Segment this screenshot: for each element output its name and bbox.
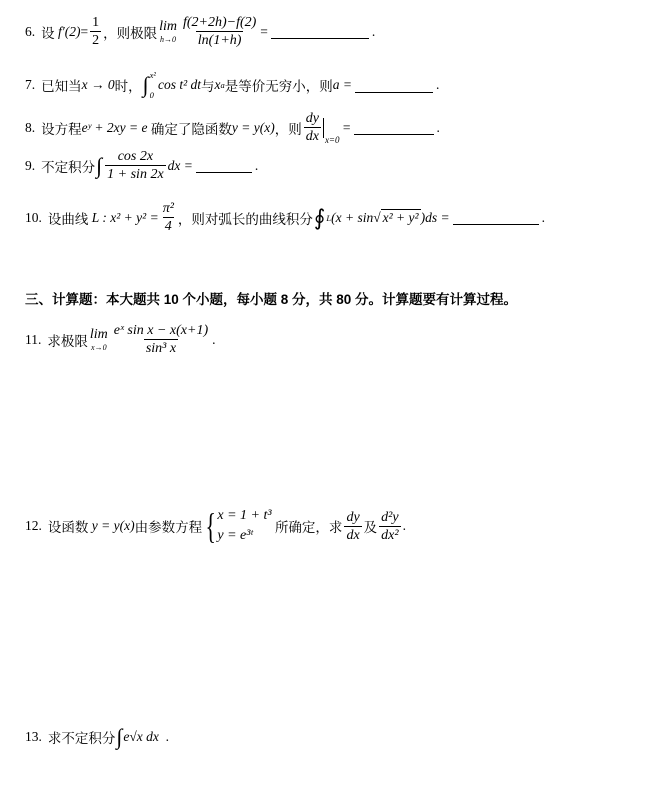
question-text: 求不定积分 [47,731,116,746]
math-expression: )ds = [420,209,450,225]
math-expression: x [214,77,221,92]
question-number: 13. [25,729,42,744]
answer-blank[interactable] [453,210,539,225]
numerator: π² [162,201,174,216]
fraction [105,148,166,183]
question-7 [25,70,439,100]
evaluation-point: x=0 [324,135,340,145]
fraction [379,509,400,544]
numerator: f(2+2h)−f(2) [182,15,257,30]
fraction [304,110,321,145]
period: . [212,331,216,347]
math-expression: a = [332,77,353,92]
left-brace-icon: { [205,506,216,546]
math-expression: f′(2) [58,23,81,39]
question-text: 由参数方程 [134,520,203,535]
question-6 [25,14,375,49]
math-expression: = [80,23,89,39]
radicand: x² + y² [382,210,419,225]
question-number: 10. [25,209,42,225]
integral-limits [150,70,156,100]
question-text: 与 [201,79,215,94]
fraction [112,322,210,357]
math-expression: e√x dx [123,729,159,744]
period: . [254,157,259,173]
period: . [402,518,406,533]
limit-subscript: h→0 [160,34,177,44]
period: . [165,729,170,744]
equals-sign: = [260,23,268,39]
numerator: d²y [381,509,399,525]
integral-sign-icon: ∫ [116,724,123,749]
math-expression: dx = [167,157,193,173]
denominator: 1 + sin 2x [107,167,164,182]
question-text: 设函数 [47,520,89,535]
math-expression: L : x² + y² = [91,209,159,225]
limit-subscript: x→0 [91,342,107,352]
answer-blank[interactable] [354,120,434,135]
question-text: ，则极限 [103,25,158,41]
math-expression: (x + sin [331,209,374,225]
fraction [90,14,101,49]
integral-sign-icon: ∫ [142,72,149,97]
question-10 [25,200,545,235]
question-8 [25,110,440,145]
question-text: ，则对弧长的曲线积分 [177,211,313,227]
question-text: 及 [363,520,378,535]
question-9 [25,148,258,183]
integral-sign-icon: ∫ [96,152,103,178]
denominator: dx [305,129,319,144]
denominator: 2 [92,33,100,48]
math-expression: y = y(x) [91,518,135,533]
denominator: dx [346,527,360,543]
exponent: a [220,80,225,90]
answer-blank[interactable] [196,158,252,173]
contour-integral-icon: ∮ [313,204,326,230]
fraction [344,509,361,544]
integral-subscript: L [326,212,332,223]
question-text: 不定积分 [41,159,96,175]
math-expression: y = y(x) [231,119,275,135]
period: . [436,77,440,92]
denominator: 4 [164,219,172,234]
question-text: 已知当 [41,79,82,94]
question-11 [25,322,216,357]
question-number: 12. [25,518,42,533]
denominator: dx² [381,527,399,543]
question-text: 求极限 [47,333,88,349]
question-12 [25,506,406,546]
answer-blank[interactable] [355,78,433,93]
math-expression: cos t² dt [157,77,202,92]
limit-label: lim [159,18,177,34]
period: . [436,119,440,135]
period: . [541,209,545,225]
sqrt-icon: √ [373,209,381,225]
numerator: dy [346,509,360,525]
numerator: dy [305,111,319,126]
question-number: 11. [25,331,42,347]
question-13 [25,726,169,748]
question-text: 设曲线 [47,211,89,227]
question-number: 9. [25,157,36,173]
answer-blank[interactable] [271,24,369,39]
question-text: 是等价无穷小，则 [224,79,333,94]
question-text: 所确定，求 [274,520,343,535]
question-number: 7. [25,77,36,92]
question-text: ，则 [274,121,302,137]
denominator: sin³ x [145,341,177,356]
upper-limit: x² [149,70,156,80]
question-text: 设 [41,25,55,41]
equation: x = 1 + t³ [217,508,272,523]
question-text: 设方程 [41,121,82,137]
question-number: 6. [25,23,36,39]
period: . [371,23,376,39]
math-expression: x → 0 [81,77,115,92]
math-expression: eʸ + 2xy = e [81,119,148,135]
equals-sign: = [342,119,351,135]
denominator: ln(1+h) [197,33,242,48]
limit-label: lim [89,326,108,342]
limit-operator [90,328,108,352]
fraction [181,14,258,49]
question-number: 8. [25,119,36,135]
lower-limit: 0 [149,90,154,100]
limit-operator [159,20,177,44]
question-text: 时， [114,79,142,94]
section-heading: 三、计算题：本大题共 10 个小题，每小题 8 分，共 80 分。计算题要有计算过程。 [25,292,518,307]
numerator: eˣ sin x − x(x+1) [113,323,209,338]
equation: y = e³ᵗ [217,528,253,543]
equation-system [217,506,271,546]
question-text: 确定了隐函数 [150,121,232,137]
numerator: 1 [92,15,100,30]
fraction [161,200,176,235]
numerator: cos 2x [117,149,154,164]
